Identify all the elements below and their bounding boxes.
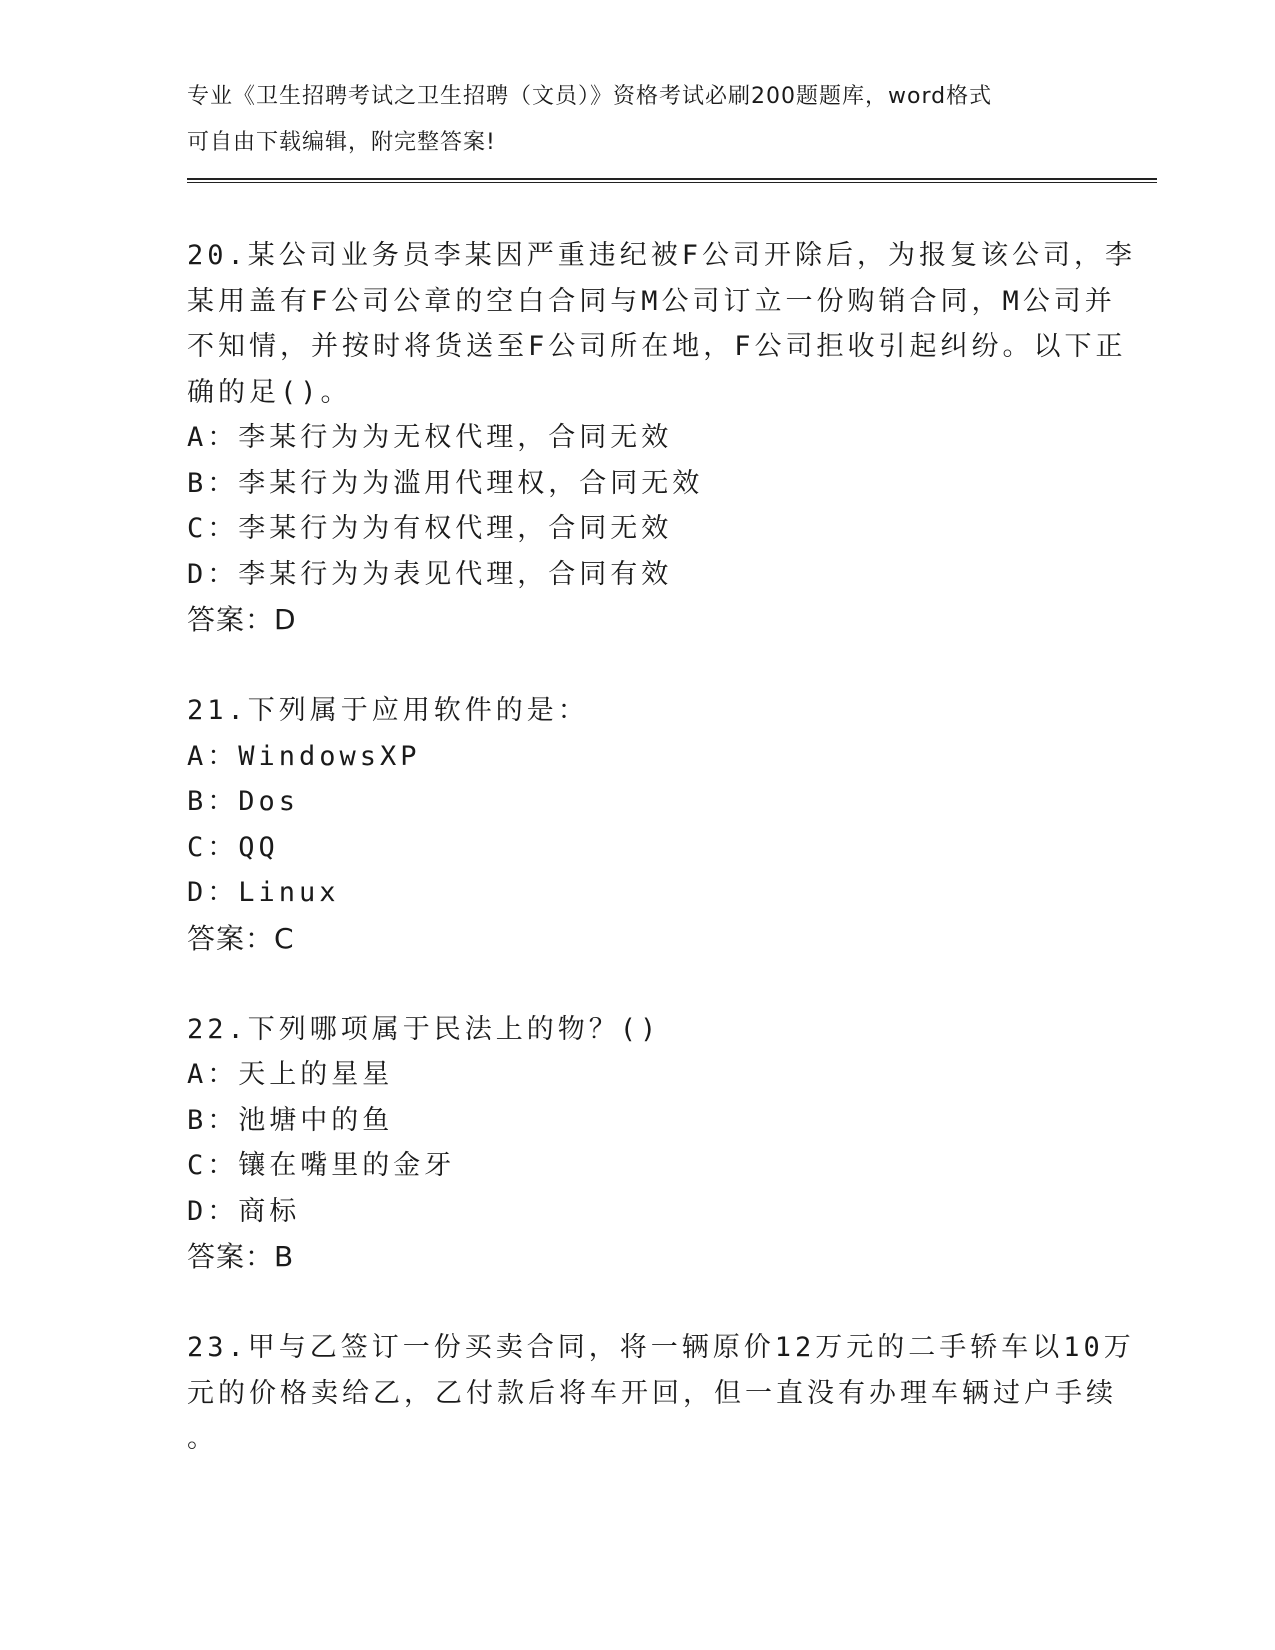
question-21	[187, 688, 1087, 961]
header-line-2: 可自由下载编辑，附完整答案!	[187, 129, 496, 155]
option-a: A：天上的星星	[187, 1059, 394, 1090]
question-text-line: 确的足()。	[187, 376, 352, 408]
question-20	[187, 233, 1137, 643]
spacer	[187, 643, 1087, 689]
option-b: B：Dos	[187, 786, 300, 817]
question-list	[187, 233, 1137, 1462]
option-d: D：Linux	[187, 877, 340, 908]
answer: 答案：C	[187, 921, 295, 955]
option-b: B：池塘中的鱼	[187, 1104, 394, 1136]
option-a: A：WindowsXP	[187, 740, 421, 772]
option-d: D：李某行为为表见代理，合同有效	[187, 558, 673, 590]
spacer	[187, 961, 1087, 1007]
option-a: A：李某行为为无权代理，合同无效	[187, 422, 673, 453]
question-text-line: 。	[187, 1423, 218, 1454]
header-divider	[187, 178, 1157, 183]
question-text-line: 元的价格卖给乙，乙付款后将车开回，但一直没有办理车辆过户手续	[187, 1377, 1117, 1409]
option-c: C：QQ	[187, 831, 279, 863]
option-b: B：李某行为为滥用代理权，合同无效	[187, 467, 704, 499]
question-23	[187, 1325, 1135, 1462]
option-c: C：镶在嘴里的金牙	[187, 1150, 456, 1181]
option-c: C：李某行为为有权代理，合同无效	[187, 513, 673, 544]
question-text-line: 某用盖有F公司公章的空白合同与M公司订立一份购销合同，M公司并	[187, 285, 1116, 317]
question-text-line: 23.甲与乙签订一份买卖合同，将一辆原价12万元的二手轿车以10万	[187, 1332, 1135, 1363]
question-text-line: 20.某公司业务员李某因严重违纪被F公司开除后，为报复该公司，李	[187, 240, 1137, 271]
header-line-1: 专业《卫生招聘考试之卫生招聘（文员）》资格考试必刷200题题库，word格式	[187, 84, 993, 109]
question-text-line: 22.下列哪项属于民法上的物？()	[187, 1013, 661, 1045]
question-text-line: 21.下列属于应用软件的是：	[187, 695, 589, 726]
question-22	[187, 1007, 1087, 1280]
spacer	[187, 1280, 1087, 1326]
option-d: D：商标	[187, 1195, 301, 1227]
answer: 答案：D	[187, 603, 297, 636]
document-header	[187, 74, 1067, 165]
question-text-line: 不知情，并按时将货送至F公司所在地，F公司拒收引起纠纷。以下正	[187, 331, 1127, 362]
answer: 答案：B	[187, 1240, 295, 1273]
